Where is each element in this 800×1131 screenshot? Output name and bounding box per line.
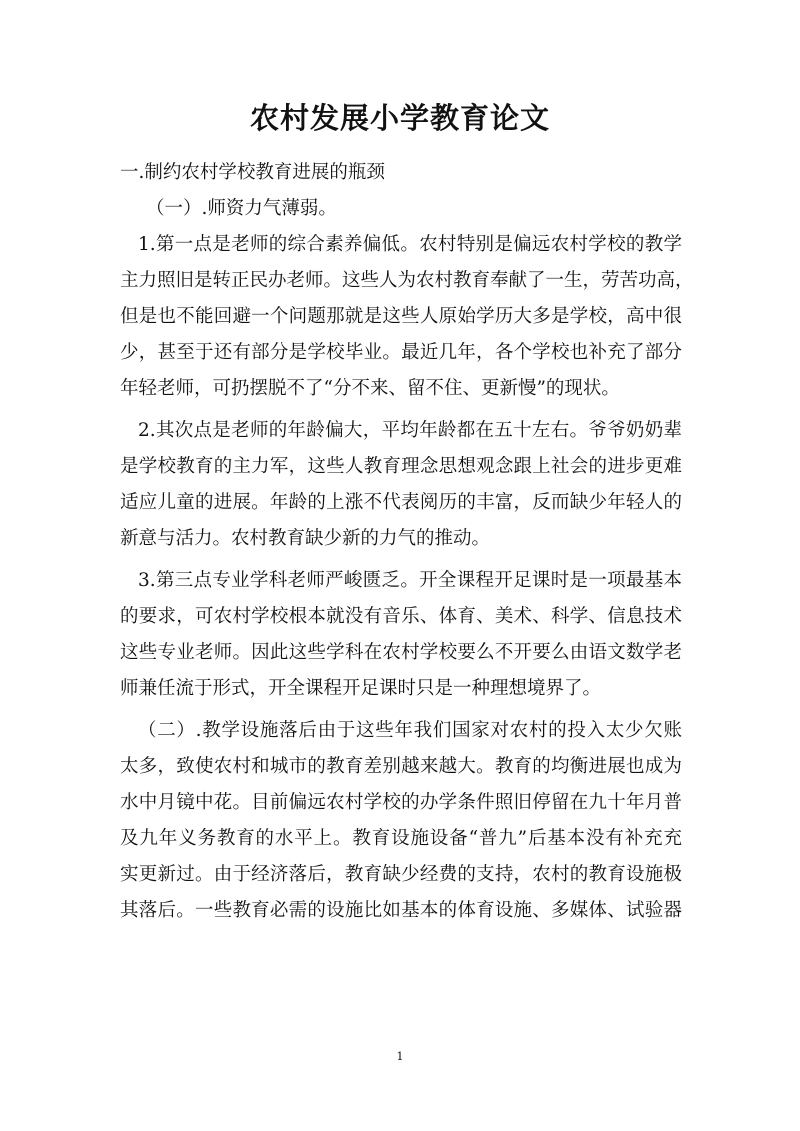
paragraph-2 [120,413,682,557]
paragraph-line: 这些专业老师。因此这些学科在农村学校要么不开要么由语文数学老 [120,642,682,663]
paragraph-line: 及九年义务教育的水平上。教育设施设备“普九”后基本没有补充充 [120,828,682,849]
subsection-heading: （一）.师资力气薄弱。 [146,198,337,219]
paragraph-line: 但是也不能回避一个问题那就是这些人原始学历大多是学校，高中很 [120,306,682,327]
document-title: 农村发展小学教育论文 [249,101,550,135]
paragraph-line: 年轻老师，可扔摆脱不了“分不来、留不住、更新慢”的现状。 [120,378,620,399]
paragraph-line: 太多，致使农村和城市的教育差别越来越大。教育的均衡进展也成为 [120,756,682,777]
paragraph-1 [120,227,694,407]
paragraph-line: 主力照旧是转正民办老师。这些人为农村教育奉献了一生，劳苦功高， [120,270,694,291]
paragraph-line: 水中月镜中花。目前偏远农村学校的办学条件照旧停留在九十年月普 [120,792,682,813]
paragraph-3 [120,563,682,707]
paragraph-line: 少，甚至于还有部分是学校毕业。最近几年，各个学校也补充了部分 [120,342,682,363]
paragraph-line: 是学校教育的主力军，这些人教育理念思想观念跟上社会的进步更难 [120,456,682,477]
paragraph-line: 适应儿童的进展。年龄的上涨不代表阅历的丰富，反而缺少年轻人的 [120,492,682,513]
paragraph-4 [120,713,682,929]
paragraph-line: 1.第一点是老师的综合素养偏低。农村特别是偏远农村学校的教学 [138,234,682,255]
paragraph-line: 师兼任流于形式，开全课程开足课时只是一种理想境界了。 [120,678,602,699]
paragraph-line: 3.第三点专业学科老师严峻匮乏。开全课程开足课时是一项最基本 [138,570,682,591]
paragraph-line: 实更新过。由于经济落后，教育缺少经费的支持，农村的教育设施极 [120,864,682,885]
page-number: 1 [396,1050,404,1063]
document-body [120,155,694,929]
paragraph-line: （二）.教学设施落后由于这些年我们国家对农村的投入太少欠账 [138,720,682,741]
paragraph-line: 其落后。一些教育必需的设施比如基本的体育设施、多媒体、试验器 [120,900,682,921]
section-heading: 一.制约农村学校教育进展的瓶颈 [120,162,385,183]
paragraph-line: 的要求，可农村学校根本就没有音乐、体育、美术、科学、信息技术 [120,606,682,627]
paragraph-line: 新意与活力。农村教育缺少新的力气的推动。 [120,528,491,549]
paragraph-line: 2.其次点是老师的年龄偏大，平均年龄都在五十左右。爷爷奶奶辈 [138,420,682,441]
